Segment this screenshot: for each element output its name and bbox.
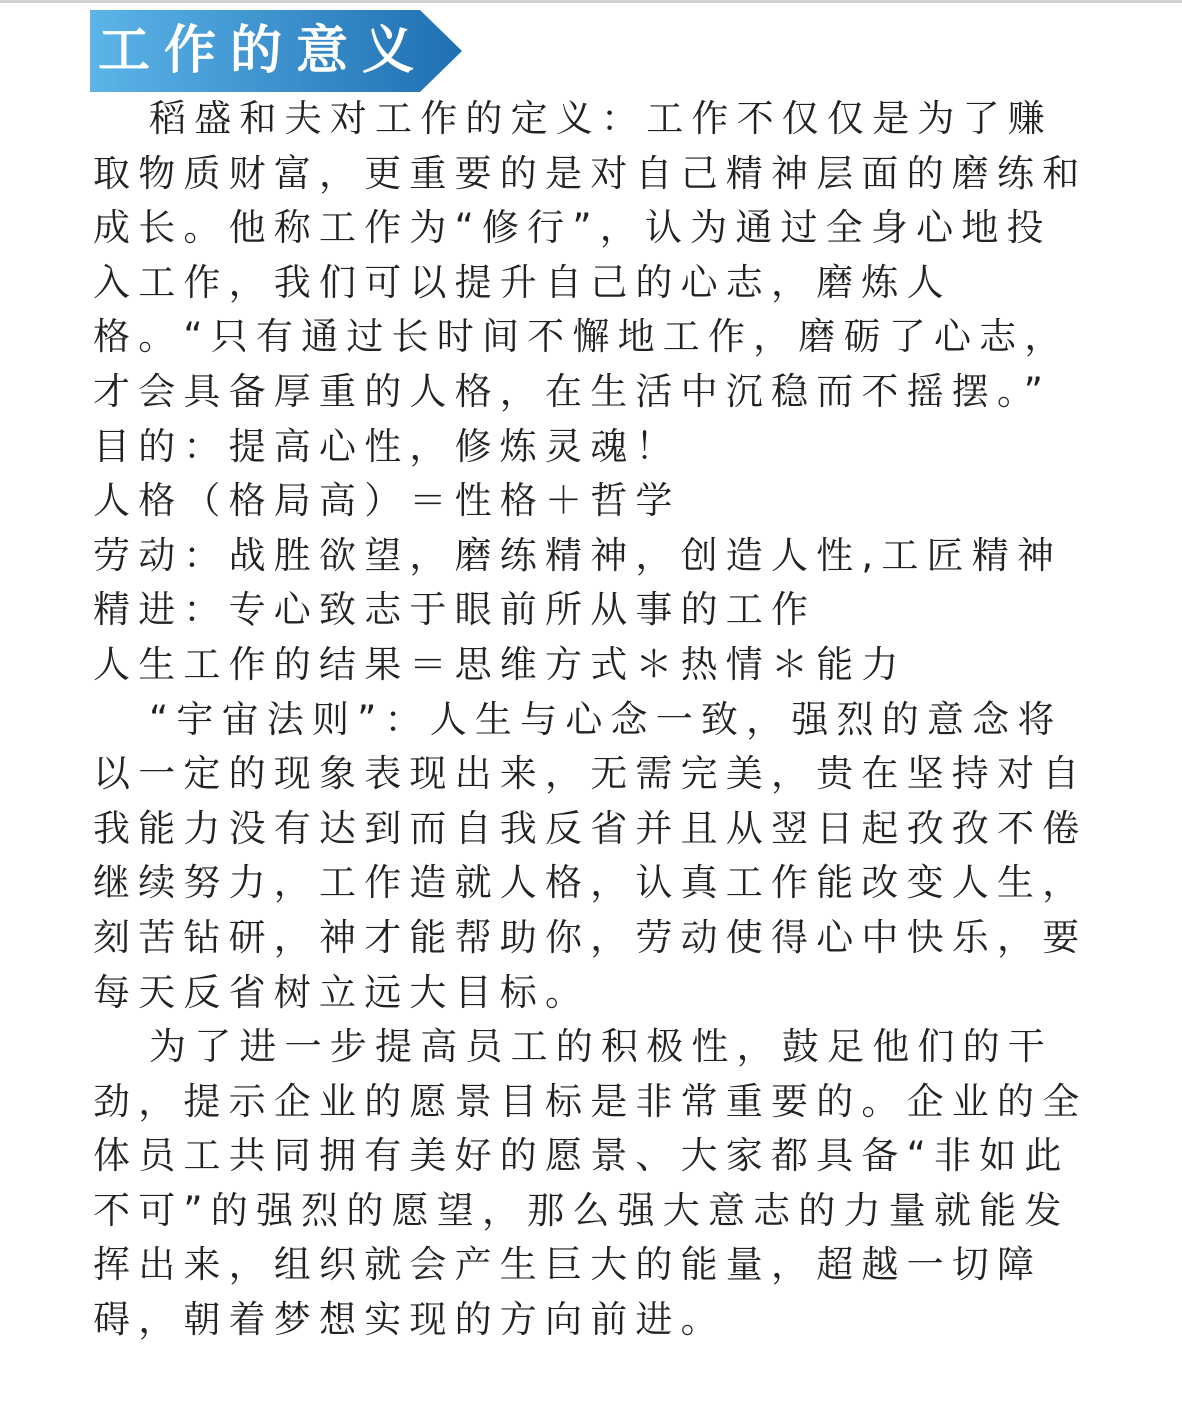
line-labor: 劳动：战胜欲望，磨练精神，创造人性,工匠精神: [93, 533, 1063, 577]
paragraph-definition: 稻盛和夫对工作的定义：工作不仅仅是为了赚取物质财富，更重要的是对自己精神层面的磨练和成长。他称工作为“修行”，认为通过全身心地投入工作，我们可以提升自己的心志，磨炼人格。“只有通过长时间不懈地工作，磨砺了心志，才会具备厚重的人格，在生活中沉稳而不摇摆。”: [93, 97, 1088, 413]
title-banner: [90, 10, 462, 92]
line-personality: 人格（格局高）＝性格＋哲学: [93, 479, 681, 523]
line-formula: 人生工作的结果＝思维方式＊热情＊能力: [93, 642, 907, 686]
article-body: [93, 92, 1093, 1348]
line-diligence: 精进：专心致志于眼前所从事的工作: [93, 588, 817, 632]
line-purpose: 目的：提高心性，修炼灵魂！: [93, 424, 681, 468]
paragraph-vision: 为了进一步提高员工的积极性，鼓足他们的干劲，提示企业的愿景目标是非常重要的。企业的全体员工共同拥有美好的愿景、大家都具备“非如此不可”的强烈的愿望，那么强大意志的力量就能发挥出来，组织就会产生巨大的能量，超越一切障碍，朝着梦想实现的方向前进。: [93, 1025, 1088, 1342]
paragraph-universe-law: “宇宙法则”：人生与心念一致，强烈的意念将以一定的现象表现出来，无需完美，贵在坚持对自我能力没有达到而自我反省并且从翌日起孜孜不倦继续努力，工作造就人格，认真工作能改变人生，刻苦钻研，神才能帮助你，劳动使得心中快乐，要每天反省树立远大目标。: [93, 697, 1088, 1014]
top-rule: [0, 0, 1182, 3]
page-title: 工作的意义: [98, 20, 429, 81]
